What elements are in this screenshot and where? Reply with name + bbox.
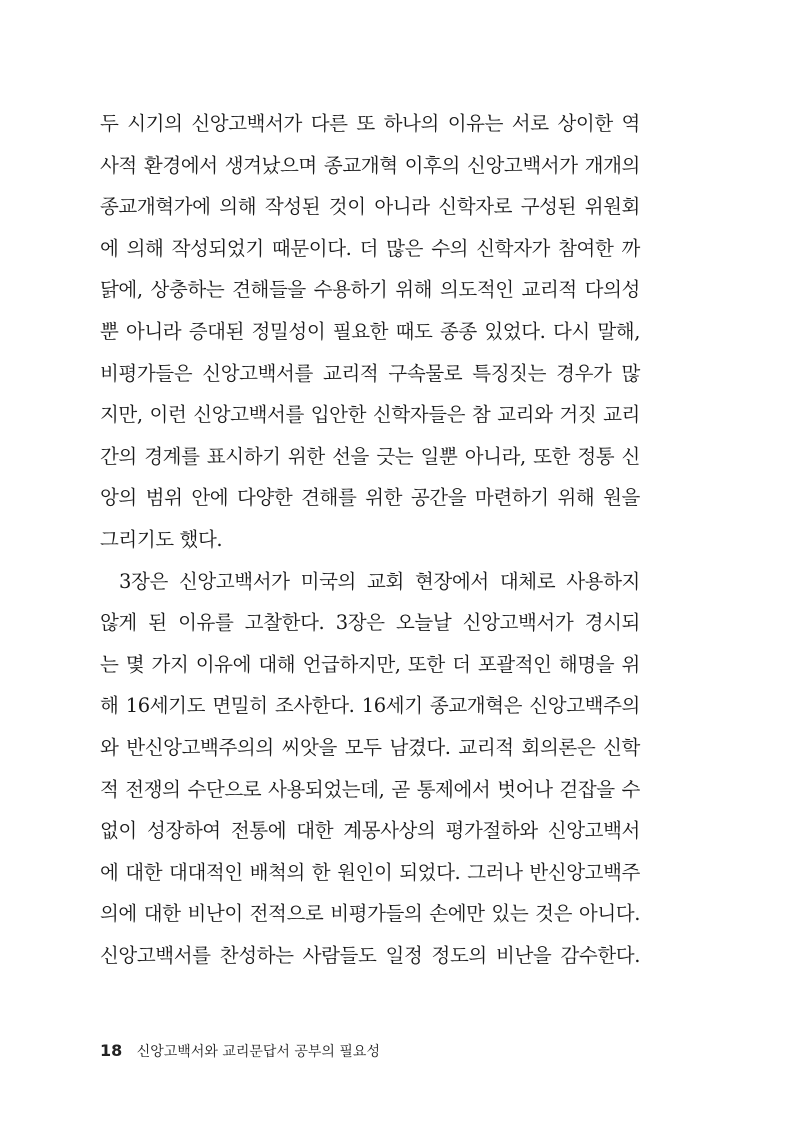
- text-line: 의에 대한 비난이 전적으로 비평가들의 손에만 있는 것은 아니다.: [100, 902, 640, 926]
- running-title: 신앙고백서와 교리문답서 공부의 필요성: [136, 1044, 380, 1060]
- text-line: 간의 경계를 표시하기 위한 선을 긋는 일뿐 아니라, 또한 정통 신: [100, 444, 640, 468]
- text-line: 않게 된 이유를 고찰한다. 3장은 오늘날 신앙고백서가 경시되: [100, 611, 640, 635]
- text-line: 와 반신앙고백주의의 씨앗을 모두 남겼다. 교리적 회의론은 신학: [100, 735, 640, 759]
- text-line: 3장은 신앙고백서가 미국의 교회 현장에서 대체로 사용하지: [119, 569, 640, 593]
- page-number: 18: [100, 1041, 123, 1060]
- text-line: 없이 성장하여 전통에 대한 계몽사상의 평가절하와 신앙고백서: [100, 819, 640, 843]
- text-line: 에 의해 작성되었기 때문이다. 더 많은 수의 신학자가 참여한 까: [100, 236, 640, 260]
- text-line: 두 시기의 신앙고백서가 다른 또 하나의 이유는 서로 상이한 역: [100, 112, 640, 135]
- text-line: 사적 환경에서 생겨났으며 종교개혁 이후의 신앙고백서가 개개의: [100, 153, 640, 177]
- paragraph-1: [100, 103, 640, 561]
- text-line: 닭에, 상충하는 견해들을 수용하기 위해 의도적인 교리적 다의성: [100, 278, 640, 302]
- text-line: 그리기도 했다.: [100, 527, 223, 551]
- text-line: 앙의 범위 안에 다양한 견해를 위한 공간을 마련하기 위해 원을: [100, 486, 640, 510]
- page-body: [100, 103, 640, 976]
- text-line: 비평가들은 신앙고백서를 교리적 구속물로 특징짓는 경우가 많: [100, 361, 640, 385]
- text-line: 신앙고백서를 찬성하는 사람들도 일정 정도의 비난을 감수한다.: [100, 943, 640, 967]
- page-footer: [100, 1039, 380, 1063]
- text-line: 뿐 아니라 증대된 정밀성이 필요한 때도 종종 있었다. 다시 말해,: [100, 319, 640, 343]
- text-line: 지만, 이런 신앙고백서를 입안한 신학자들은 참 교리와 거짓 교리: [100, 403, 640, 427]
- paragraph-2: [100, 561, 640, 977]
- text-line: 는 몇 가지 이유에 대해 언급하지만, 또한 더 포괄적인 해명을 위: [100, 652, 640, 676]
- text-line: 종교개혁가에 의해 작성된 것이 아니라 신학자로 구성된 위원회: [100, 195, 640, 219]
- text-line: 해 16세기도 면밀히 조사한다. 16세기 종교개혁은 신앙고백주의: [100, 694, 640, 718]
- text-line: 에 대한 대대적인 배척의 한 원인이 되었다. 그러나 반신앙고백주: [100, 860, 640, 884]
- text-line: 적 전쟁의 수단으로 사용되었는데, 곧 통제에서 벗어나 걷잡을 수: [100, 777, 640, 801]
